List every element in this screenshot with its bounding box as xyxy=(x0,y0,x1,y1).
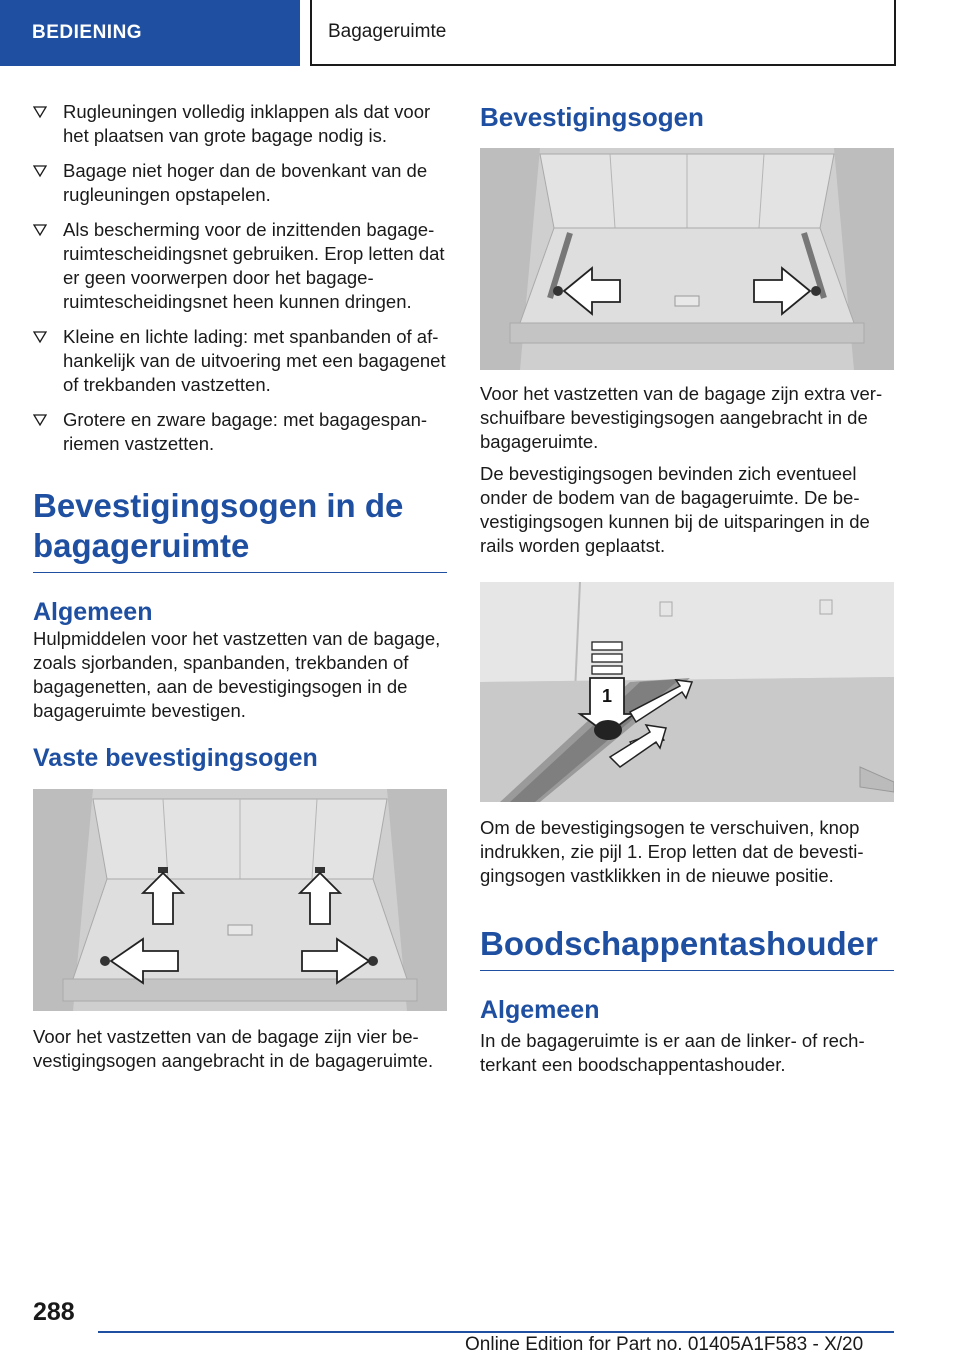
eyes-text-1: Voor het vastzetten van de bagage zijn extra verschuifbare bevestigingsogen aangebracht in de bagageruimte. xyxy=(480,383,883,452)
page-header-title: Bagageruimte xyxy=(310,0,896,66)
subheading-fixed: Vaste bevestigingsogen xyxy=(33,744,318,772)
rail-illustration xyxy=(480,582,894,802)
bag-holder-text: In de bagageruimte is er aan de linker- of rechterkant een boodschappentashouder. xyxy=(480,1030,865,1075)
list-item xyxy=(33,159,447,207)
left-column xyxy=(33,100,447,1073)
arrow-label: 1 xyxy=(602,686,613,706)
triangle-bullet-icon xyxy=(33,328,47,346)
trunk-illustration xyxy=(33,789,447,1011)
subheading-eyes: Bevestigingsogen xyxy=(480,102,704,132)
bullet-text: Kleine en lichte lading: met spanbanden of afhankelijk van de uitvoering met een bagagenet of trekbanden vastzetten. xyxy=(63,326,446,395)
footer-edition: Online Edition for Part no. 01405A1F583 - X/20 xyxy=(465,1334,864,1355)
list-item xyxy=(33,100,447,148)
eyes-text-2: De bevestigingsogen bevinden zich eventueel onder de bodem van de bagageruimte. De bevestigingsogen kunnen bij de uitsparingen in de rails worden geplaatst. xyxy=(480,463,870,556)
list-item xyxy=(33,218,447,314)
right-column xyxy=(480,100,894,1077)
bullet-text: Rugleuningen volledig inklappen als dat voor het plaatsen van grote bagage nodig is. xyxy=(63,101,431,146)
subheading-general-right: Algemeen xyxy=(480,996,600,1024)
fixed-text: Voor het vastzetten van de bagage zijn vier bevestigingsogen aangebracht in de bagageruimte. xyxy=(33,1026,434,1071)
trunk-illustration xyxy=(480,148,894,370)
bullet-list xyxy=(33,100,447,456)
trunk-fixed-eyes-figure xyxy=(33,789,447,1011)
bullet-text: Bagage niet hoger dan de bovenkant van de rugleuningen opstapelen. xyxy=(63,160,428,205)
triangle-bullet-icon xyxy=(33,162,47,180)
triangle-bullet-icon xyxy=(33,411,47,429)
list-item xyxy=(33,408,447,456)
section-heading-bag-holder: Boodschappentashouder xyxy=(480,924,894,971)
general-text: Hulpmiddelen voor het vastzetten van de bagage, zoals sjorbanden, spanbanden, trekbanden of bagagenetten, aan de bevestigingsogen in de bagageruimte bevestigen. xyxy=(33,628,441,721)
list-item xyxy=(33,325,447,397)
bullet-text: Als bescherming voor de inzittenden bagageruimtescheidingsnet gebruiken. Erop letten dat er geen voorwerpen door het bagageruimtescheidingsnet heen kunnen dringen. xyxy=(63,219,445,312)
section-heading: Bevestigingsogen in de bagageruimte xyxy=(33,486,447,573)
section-tab: BEDIENING xyxy=(0,0,300,66)
page-number: 288 xyxy=(33,1298,75,1326)
bullet-text: Grotere en zware bagage: met bagagespanriemen vastzetten. xyxy=(63,409,428,454)
eyes-text-3: Om de bevestigingsogen te verschuiven, knop indrukken, zie pijl 1. Erop letten dat de bevestigingsogen vastklikken in de nieuwe positie. xyxy=(480,817,864,886)
triangle-bullet-icon xyxy=(33,221,47,239)
rail-detail-figure xyxy=(480,582,894,802)
subheading-general: Algemeen xyxy=(33,598,153,626)
triangle-bullet-icon xyxy=(33,103,47,121)
trunk-sliding-eyes-figure xyxy=(480,148,894,370)
footer-divider xyxy=(98,1331,894,1333)
